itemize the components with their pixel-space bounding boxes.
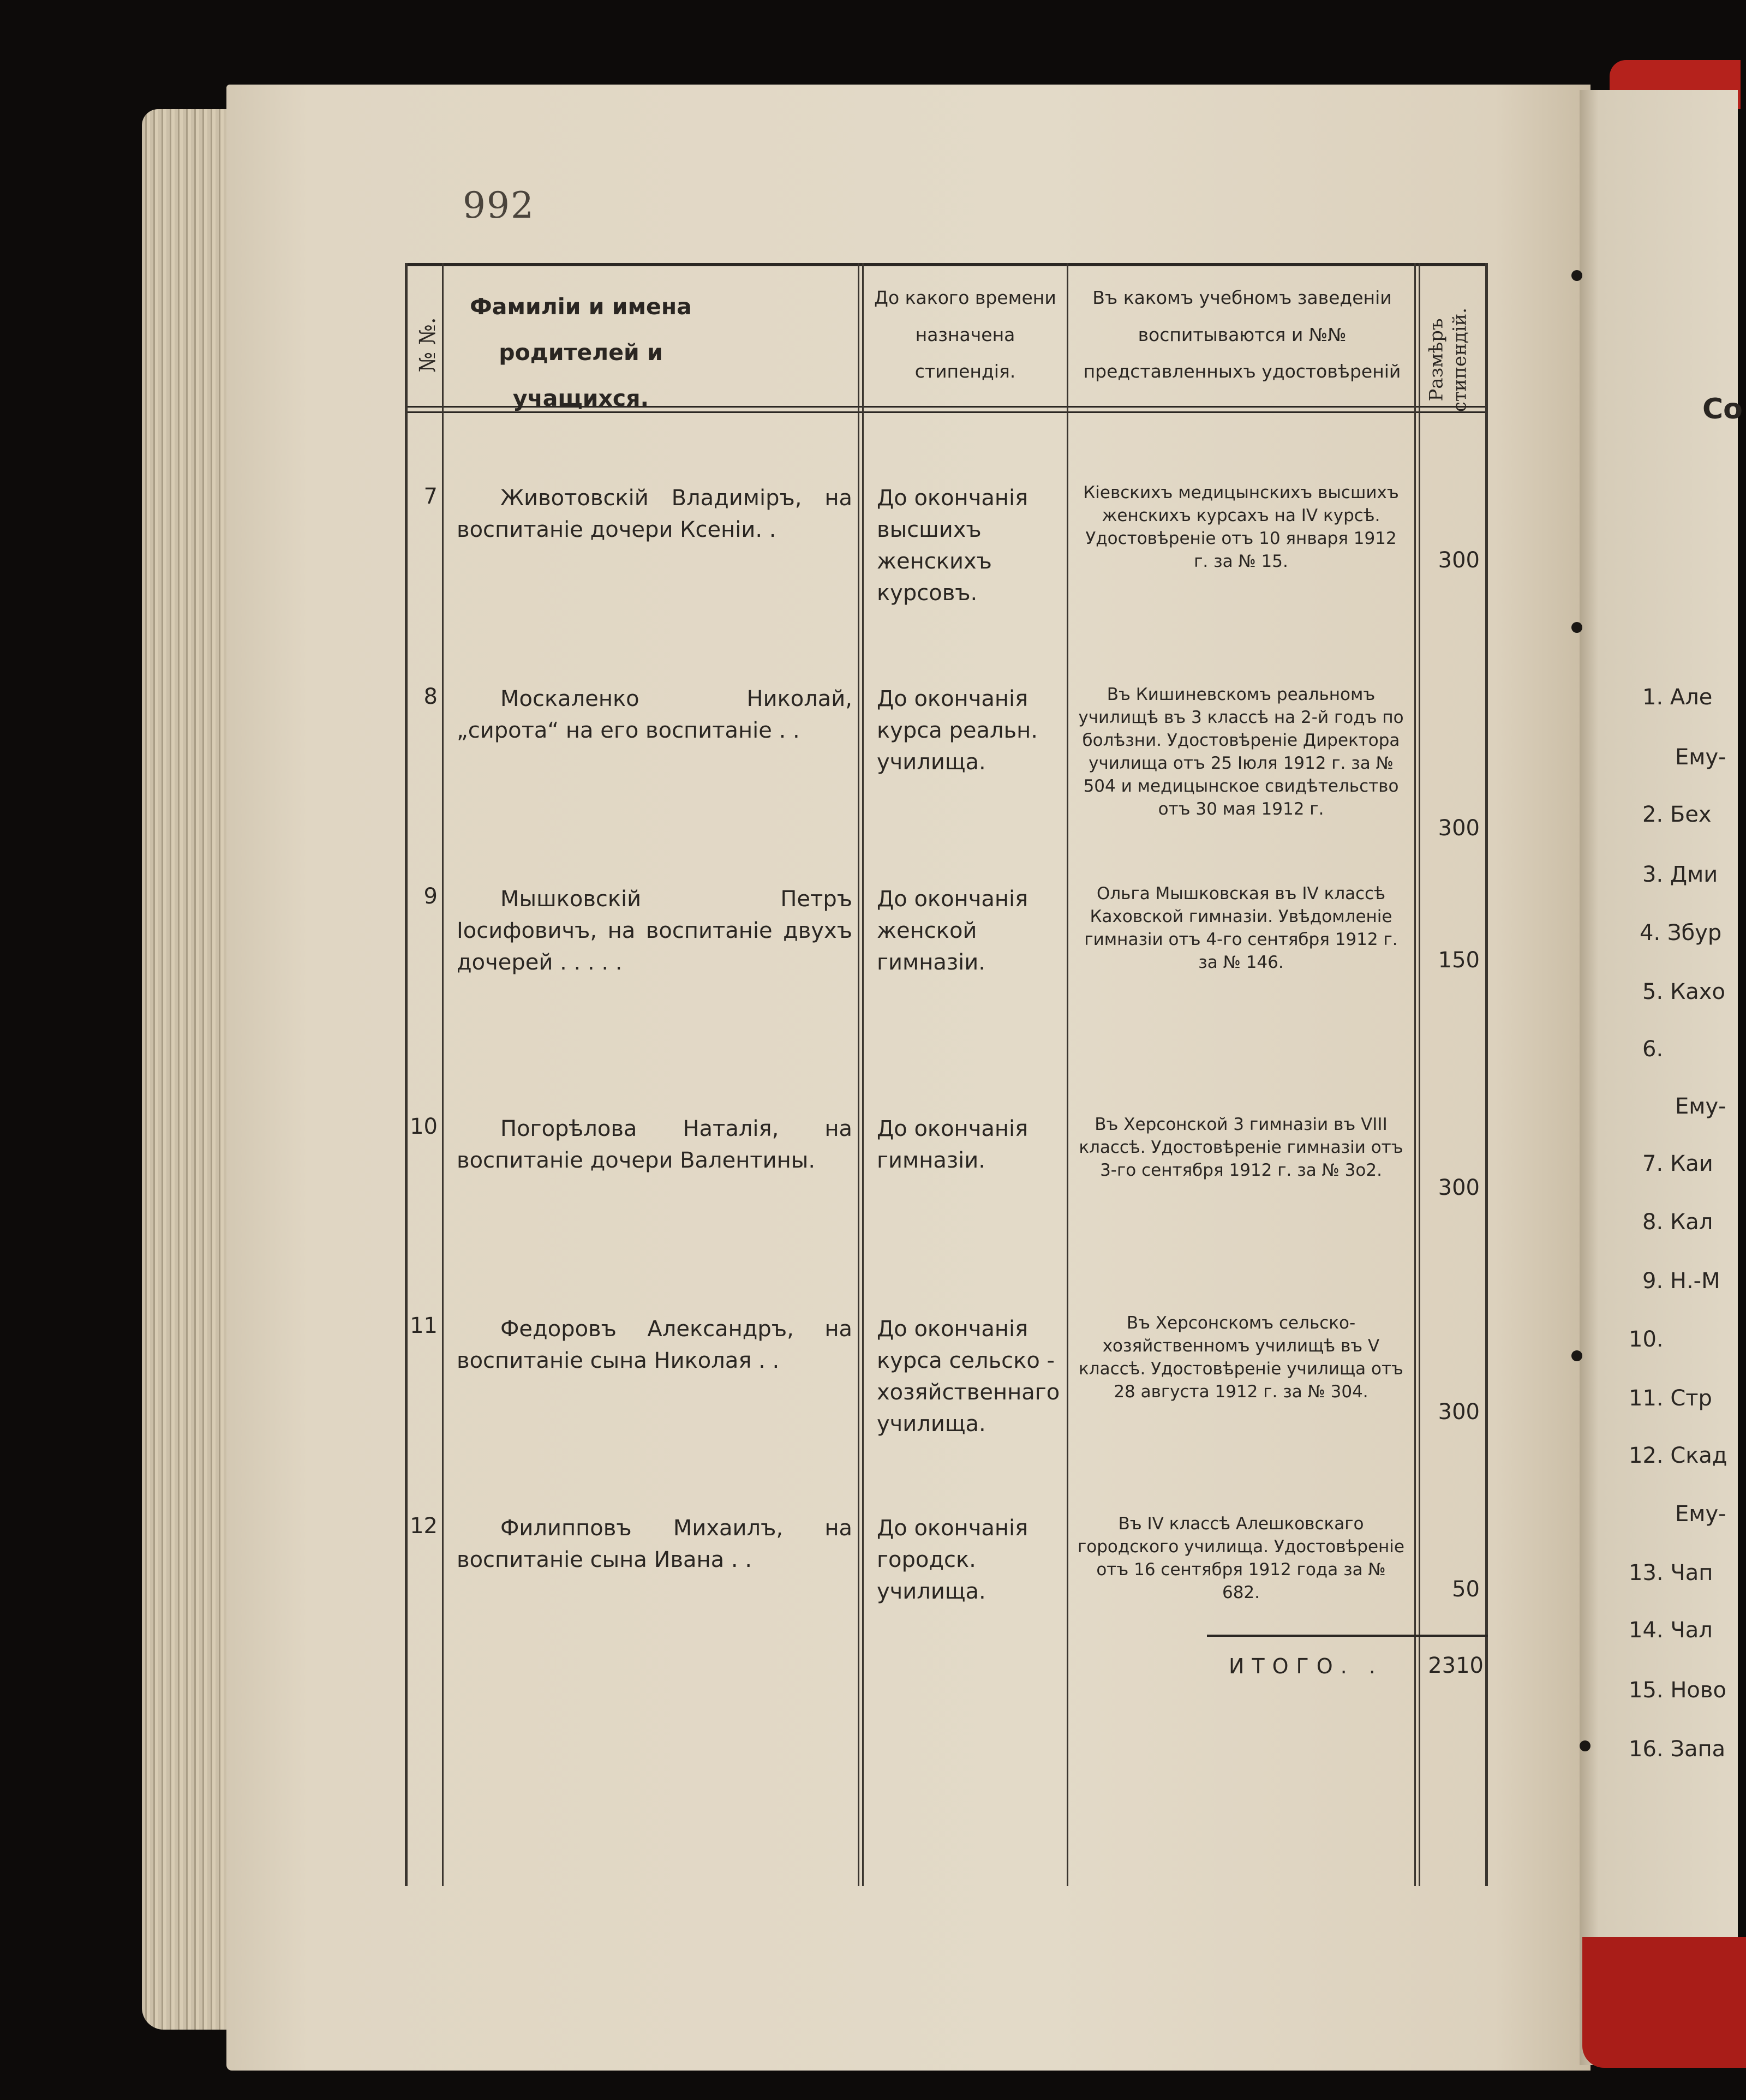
header-size: Размѣръ стипендій. bbox=[1425, 307, 1470, 412]
row-number: 9 bbox=[423, 884, 438, 909]
row-until: До окончанія гимназіи. bbox=[877, 1116, 1029, 1173]
col-line-2b bbox=[862, 263, 864, 1886]
row-institution: Въ IV классѣ Алешковскаго городского училища. Удостовѣреніе отъ 16 сентября 1912 года за № 682. bbox=[1077, 1514, 1404, 1602]
right-page-list-item: 10. bbox=[1629, 1327, 1664, 1352]
col-line-2 bbox=[858, 263, 859, 1886]
binding-thread bbox=[1571, 1350, 1582, 1361]
total-label: ИТОГО. . bbox=[1229, 1654, 1383, 1678]
row-amount: 150 bbox=[1438, 948, 1480, 973]
right-page-heading: Со bbox=[1702, 393, 1743, 426]
binding-thread bbox=[1571, 622, 1582, 633]
col-line-4 bbox=[1414, 263, 1416, 1886]
total-amount: 2310 bbox=[1428, 1653, 1484, 1678]
right-page-list-item: 1. Але bbox=[1642, 685, 1713, 710]
col-line-3 bbox=[1067, 263, 1068, 1886]
row-name: Федоровъ Александръ, на воспитаніе сына Николая . . bbox=[457, 1317, 852, 1373]
row-name: Москаленко Николай, „сирота“ на его воспитаніе . . bbox=[457, 686, 852, 743]
right-page-list-item: 14. Чал bbox=[1629, 1618, 1713, 1643]
right-page-list-item: 9. Н.-М bbox=[1642, 1269, 1720, 1294]
right-page-list-item: 13. Чап bbox=[1629, 1560, 1713, 1586]
right-page-list-item: Ему- bbox=[1675, 1094, 1726, 1119]
page-number: 992 bbox=[463, 184, 535, 226]
row-institution: Въ Кишиневскомъ реальномъ училищѣ въ 3 классѣ на 2-й годъ по болѣзни. Удостовѣреніе Директора училища отъ 25 Іюля 1912 г. за № 504 и медицынское свидѣтельство отъ 30 мая 1912 г. bbox=[1078, 685, 1404, 819]
right-page-list-item: 11. Стр bbox=[1629, 1386, 1712, 1411]
right-page-list-item: 16. Запа bbox=[1629, 1737, 1726, 1762]
header-names: Фамиліи и имена родителей и учащихся. bbox=[470, 294, 692, 412]
right-page-list-item: 3. Дми bbox=[1642, 862, 1718, 887]
header-institution: Въ какомъ учебномъ заведеніи воспитываются и №№ представленныхъ удостовѣреній bbox=[1083, 287, 1401, 382]
right-page-list-item: Ему- bbox=[1675, 745, 1726, 770]
row-until: До окончанія женской гимназіи. bbox=[877, 887, 1029, 975]
row-until: До окончанія высшихъ женскихъ курсовъ. bbox=[877, 486, 1029, 606]
binding-thread bbox=[1571, 270, 1582, 281]
row-number: 8 bbox=[423, 684, 438, 709]
right-page-list-item: 8. Кал bbox=[1642, 1210, 1713, 1235]
binding-thread bbox=[1580, 1740, 1590, 1751]
right-page-list-item: 5. Кахо bbox=[1642, 979, 1725, 1004]
top-rule bbox=[405, 263, 1488, 266]
total-rule bbox=[1207, 1635, 1488, 1637]
row-name: Филипповъ Михаилъ, на воспитаніе сына Ивана . . bbox=[457, 1516, 852, 1572]
right-page-list-item: 6. bbox=[1642, 1037, 1664, 1062]
book-page-edges bbox=[142, 109, 240, 2030]
row-number: 12 bbox=[410, 1513, 438, 1539]
row-name: Погорѣлова Наталія, на воспитаніе дочери Валентины. bbox=[457, 1116, 852, 1173]
row-name: Мышковскій Петръ Іосифовичъ, на воспитаніе двухъ дочерей . . . . . bbox=[457, 887, 852, 975]
row-number: 10 bbox=[410, 1114, 438, 1139]
row-number: 11 bbox=[410, 1313, 438, 1338]
row-institution: Ольга Мышковская въ IV классѣ Каховской гимназіи. Увѣдомленіе гимназіи отъ 4-го сентября 1912 г. за № 146. bbox=[1084, 884, 1398, 972]
col-line-4b bbox=[1419, 263, 1420, 1886]
row-amount: 50 bbox=[1452, 1577, 1480, 1602]
right-page-list-item: 15. Ново bbox=[1629, 1678, 1726, 1703]
right-page-list-item: 4. Збур bbox=[1640, 920, 1722, 946]
row-name: Животовскій Владиміръ, на воспитаніе дочери Ксеніи. . bbox=[457, 486, 852, 542]
row-amount: 300 bbox=[1438, 1175, 1480, 1200]
row-amount: 300 bbox=[1438, 816, 1480, 841]
header-number: № №. bbox=[415, 317, 440, 373]
right-page-list-item: Ему- bbox=[1675, 1501, 1726, 1527]
right-page-list-item: 2. Бех bbox=[1642, 802, 1712, 827]
header-until: До какого времени назначена стипендія. bbox=[874, 287, 1056, 382]
right-page bbox=[1580, 90, 1738, 2065]
row-institution: Въ Херсонскомъ сельско-хозяйственномъ училищѣ въ V классѣ. Удостовѣреніе училища отъ 28 августа 1912 г. за № 304. bbox=[1079, 1313, 1403, 1402]
right-page-list-item: 7. Каи bbox=[1642, 1151, 1713, 1176]
row-institution: Въ Херсонской 3 гимназіи въ VIII классѣ. Удостовѣреніе гимназіи отъ 3-го сентября 1912 г. за № 3о2. bbox=[1079, 1115, 1403, 1180]
bookmark-ribbon-bottom bbox=[1582, 1937, 1746, 2068]
row-institution: Кіевскихъ медицынскихъ высшихъ женскихъ курсахъ на IV курсѣ. Удостовѣреніе отъ 10 января 1912 г. за № 15. bbox=[1083, 483, 1399, 571]
row-until: До окончанія курса сельско - хозяйственнаго училища. bbox=[877, 1317, 1060, 1437]
row-until: До окончанія городск. училища. bbox=[877, 1516, 1029, 1604]
row-until: До окончанія курса реальн. училища. bbox=[877, 686, 1038, 775]
row-amount: 300 bbox=[1438, 548, 1480, 573]
row-amount: 300 bbox=[1438, 1399, 1480, 1425]
stipend-table bbox=[405, 263, 1488, 1886]
col-line-1 bbox=[442, 263, 444, 1886]
right-page-list-item: 12. Скад bbox=[1629, 1443, 1727, 1468]
row-number: 7 bbox=[423, 484, 438, 509]
col-line-right bbox=[1485, 263, 1488, 1886]
